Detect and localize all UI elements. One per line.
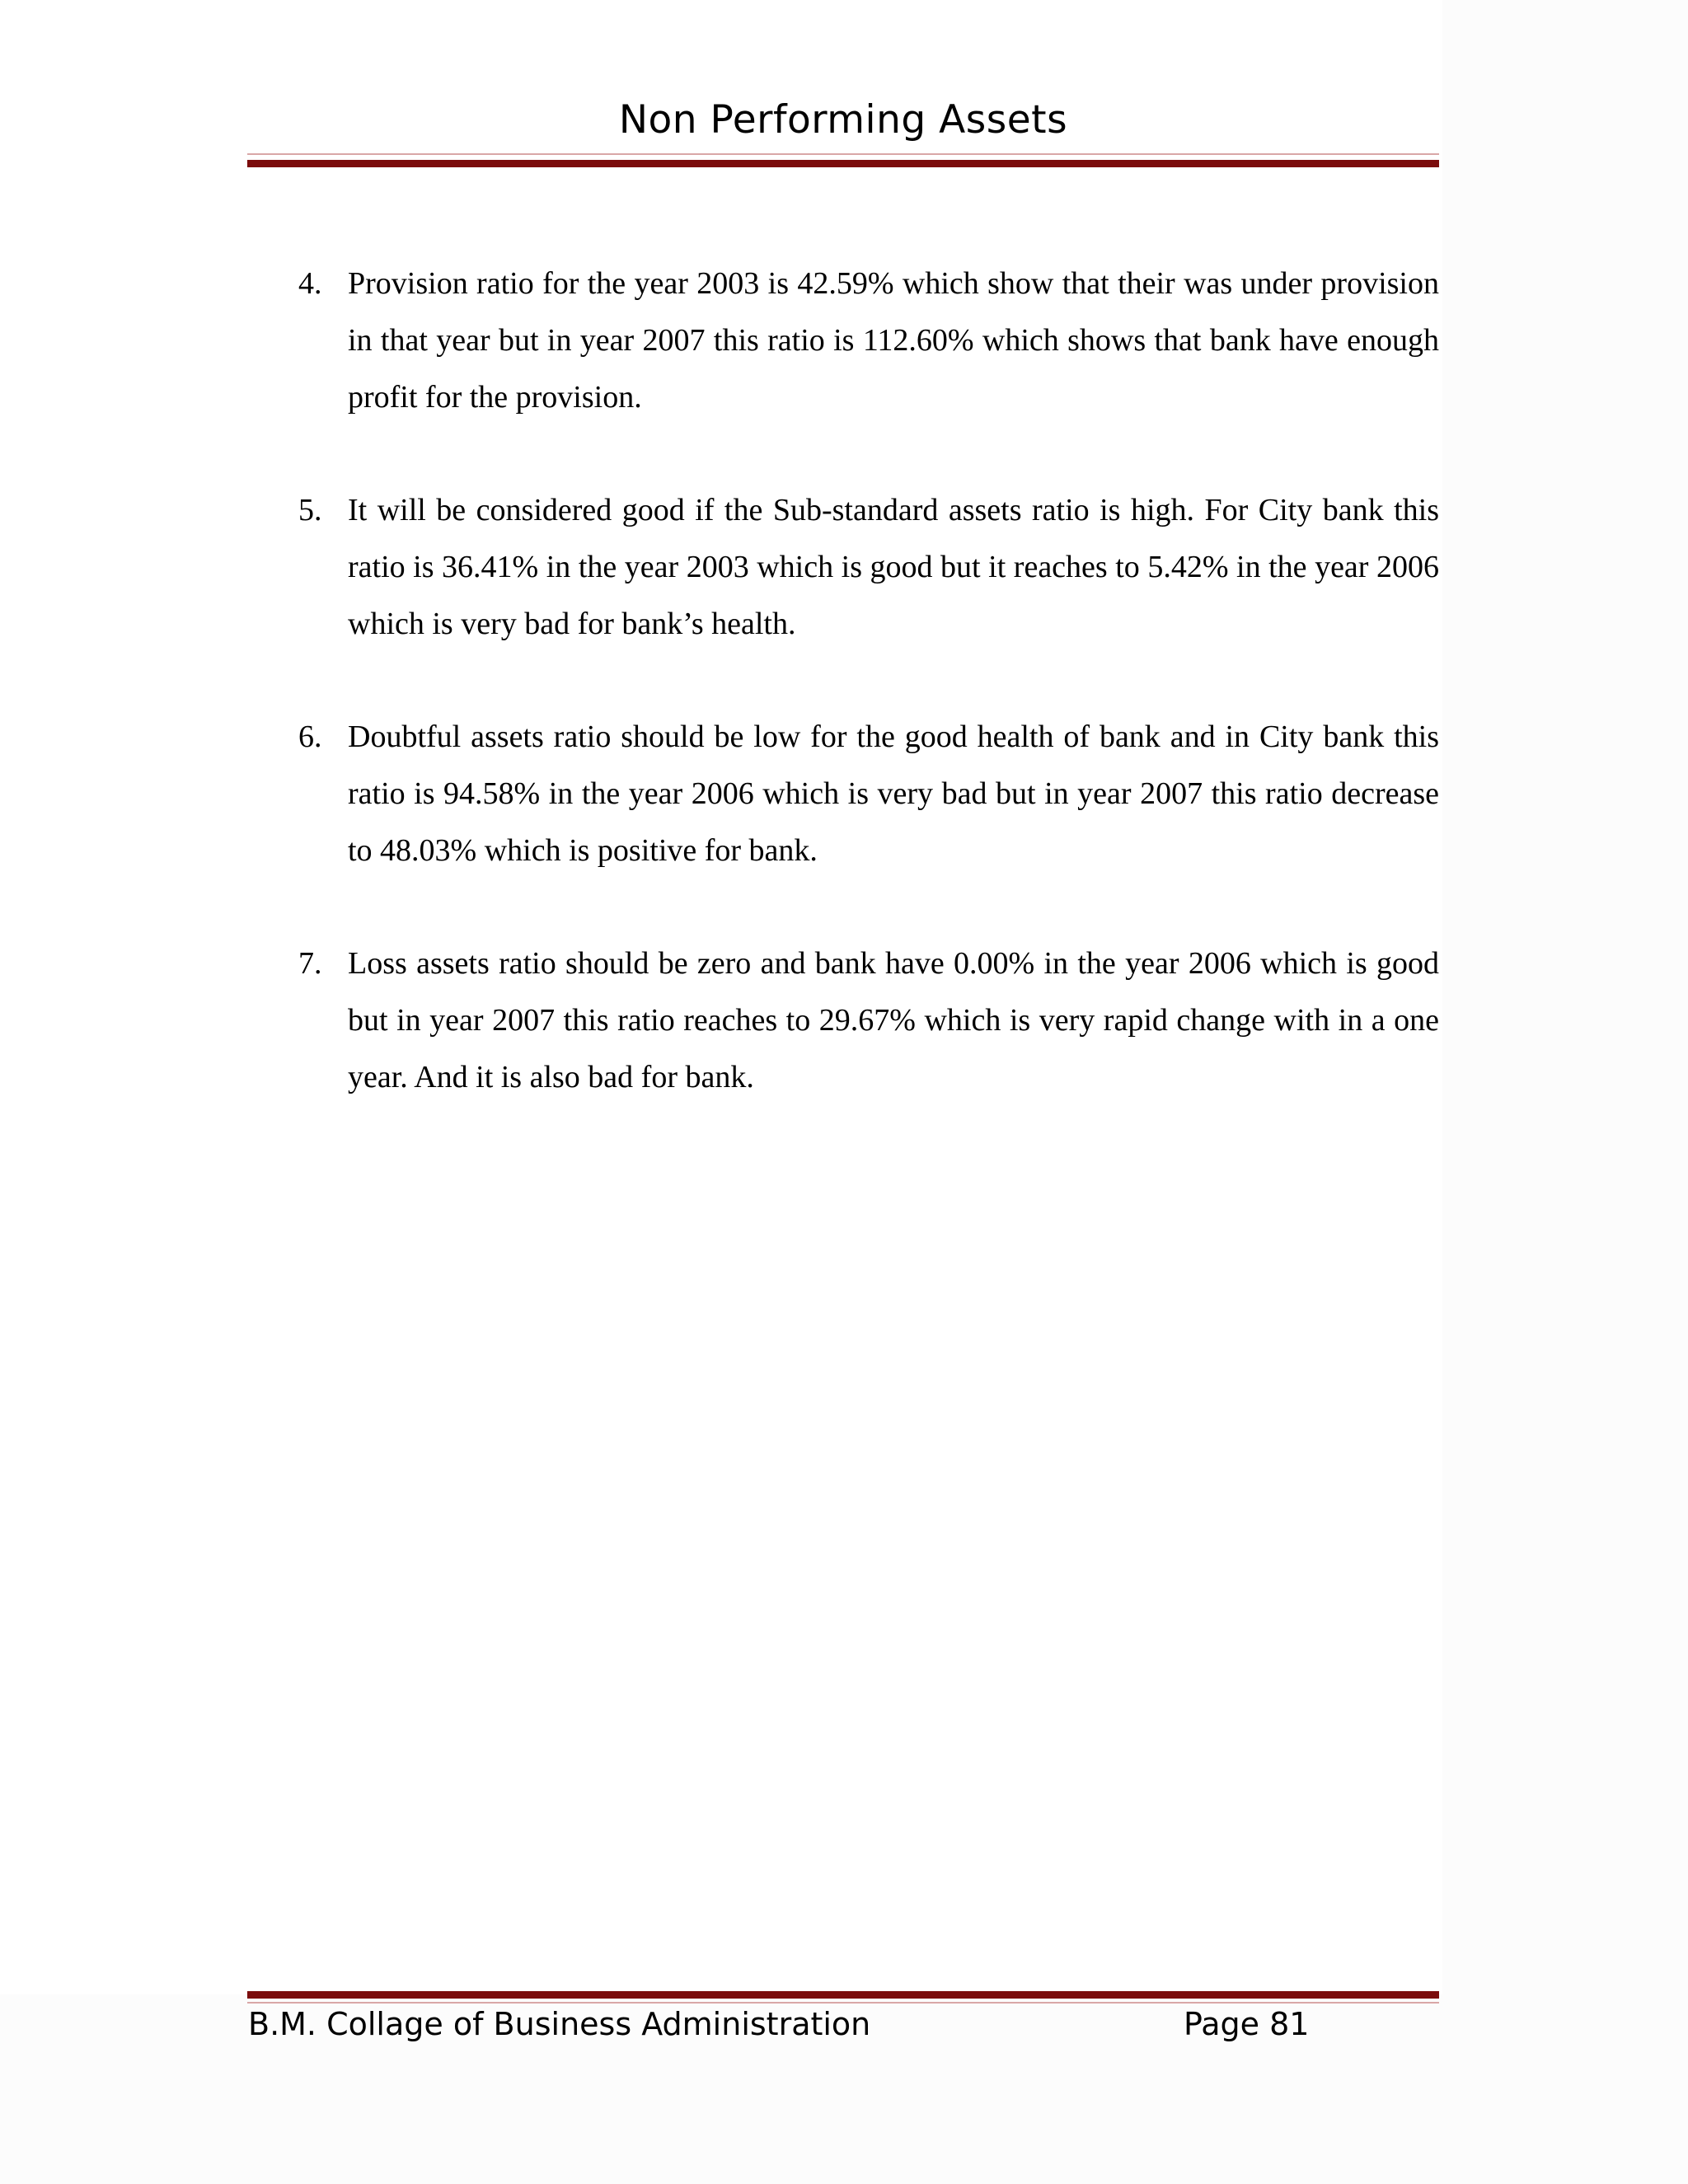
footer-rule-thick [247,1991,1439,1999]
list-item-number: 5. [298,493,322,527]
footer-rule-thin [247,2002,1439,2004]
list-item-number: 6. [298,719,322,754]
header-rule-thin [247,153,1439,155]
numbered-list [290,255,1439,1162]
list-item-text: It will be considered good if the Sub-standard assets ratio is high. For City bank this ratio is 36.41% in the year 2003 which is good but it reaches to 5.42% in the year 2006 which is very bad for bank’s health. [348,493,1439,641]
list-item [290,935,1439,1106]
list-item [290,482,1439,653]
footer-institution: B.M. Collage of Business Administration [248,2006,871,2042]
footer-page-number: Page 81 [1184,2006,1310,2042]
list-item-text: Provision ratio for the year 2003 is 42.59% which show that their was under provision in that year but in year 2007 this ratio is 112.60% which shows that bank have enough profit for the provision. [348,266,1439,415]
list-item-text: Loss assets ratio should be zero and bank have 0.00% in the year 2006 which is good but in year 2007 this ratio reaches to 29.67% which is very rapid change with in a one year. And it is also bad for bank. [348,946,1439,1094]
page-edge-shade [1442,0,1688,2184]
list-item-text: Doubtful assets ratio should be low for the good health of bank and in City bank this ratio is 94.58% in the year 2006 which is very bad but in year 2007 this ratio decrease to 48.03% which is positive for bank. [348,719,1439,868]
list-item [290,255,1439,426]
list-item-number: 4. [298,266,322,301]
header-rule-thick [247,160,1439,167]
header-title: Non Performing Assets [618,97,1068,143]
list-item-number: 7. [298,946,322,981]
list-item [290,709,1439,879]
